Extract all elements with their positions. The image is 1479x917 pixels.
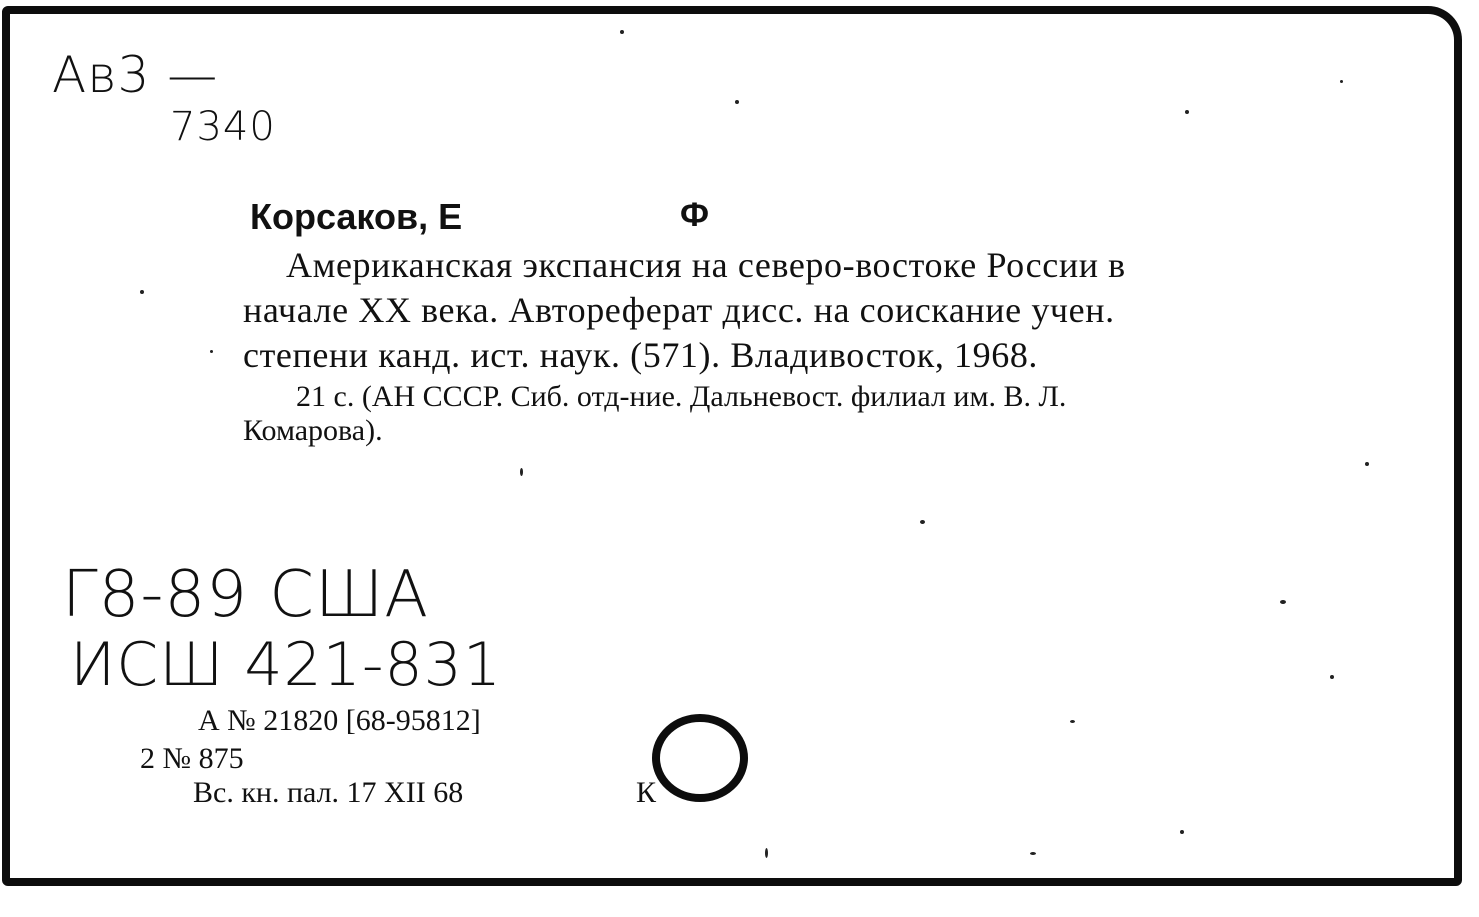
- author-initial: Ф: [680, 196, 710, 234]
- speck: [520, 468, 523, 476]
- handwritten-shelf-number: 7340: [170, 104, 276, 150]
- speck: [620, 30, 624, 34]
- book-chamber-date: Вс. кн. пал. 17 XII 68: [193, 776, 464, 809]
- title-line-3: степени канд. ист. наук. (571). Владивосток, 1968.: [243, 335, 1039, 375]
- speck: [1185, 110, 1189, 114]
- speck: [1330, 675, 1334, 679]
- speck: [1070, 720, 1075, 723]
- handwritten-classification-2: ИСШ 421-831: [70, 630, 503, 700]
- author-name: Корсаков, Е: [250, 196, 463, 237]
- speck: [735, 100, 739, 104]
- speck: [920, 520, 925, 524]
- speck: [210, 350, 213, 353]
- speck: [1340, 80, 1343, 83]
- handwritten-classification-1: Г8-89 США: [62, 558, 430, 632]
- speck: [1365, 462, 1369, 466]
- speck: [1280, 600, 1286, 604]
- title-line-1: Американская экспансия на северо-востоке России в: [286, 245, 1126, 285]
- accession-number: А № 21820 [68-95812]: [198, 704, 481, 737]
- circle-stamp-icon: [650, 712, 770, 812]
- handwritten-shelf-mark: Ав3 —: [52, 46, 219, 104]
- speck: [1180, 830, 1184, 834]
- copy-number: 2 № 875: [140, 742, 244, 775]
- mark-letter: К: [636, 776, 657, 809]
- speck: [765, 848, 768, 858]
- collation-line: 21 с. (АН СССР. Сиб. отд-ние. Дальневост. филиал им. В. Л.: [296, 380, 1067, 413]
- collation-line-2: Комарова).: [243, 414, 383, 447]
- title-line-2: начале XX века. Автореферат дисс. на соискание учен.: [243, 290, 1115, 330]
- speck: [1030, 852, 1036, 855]
- speck: [140, 290, 144, 294]
